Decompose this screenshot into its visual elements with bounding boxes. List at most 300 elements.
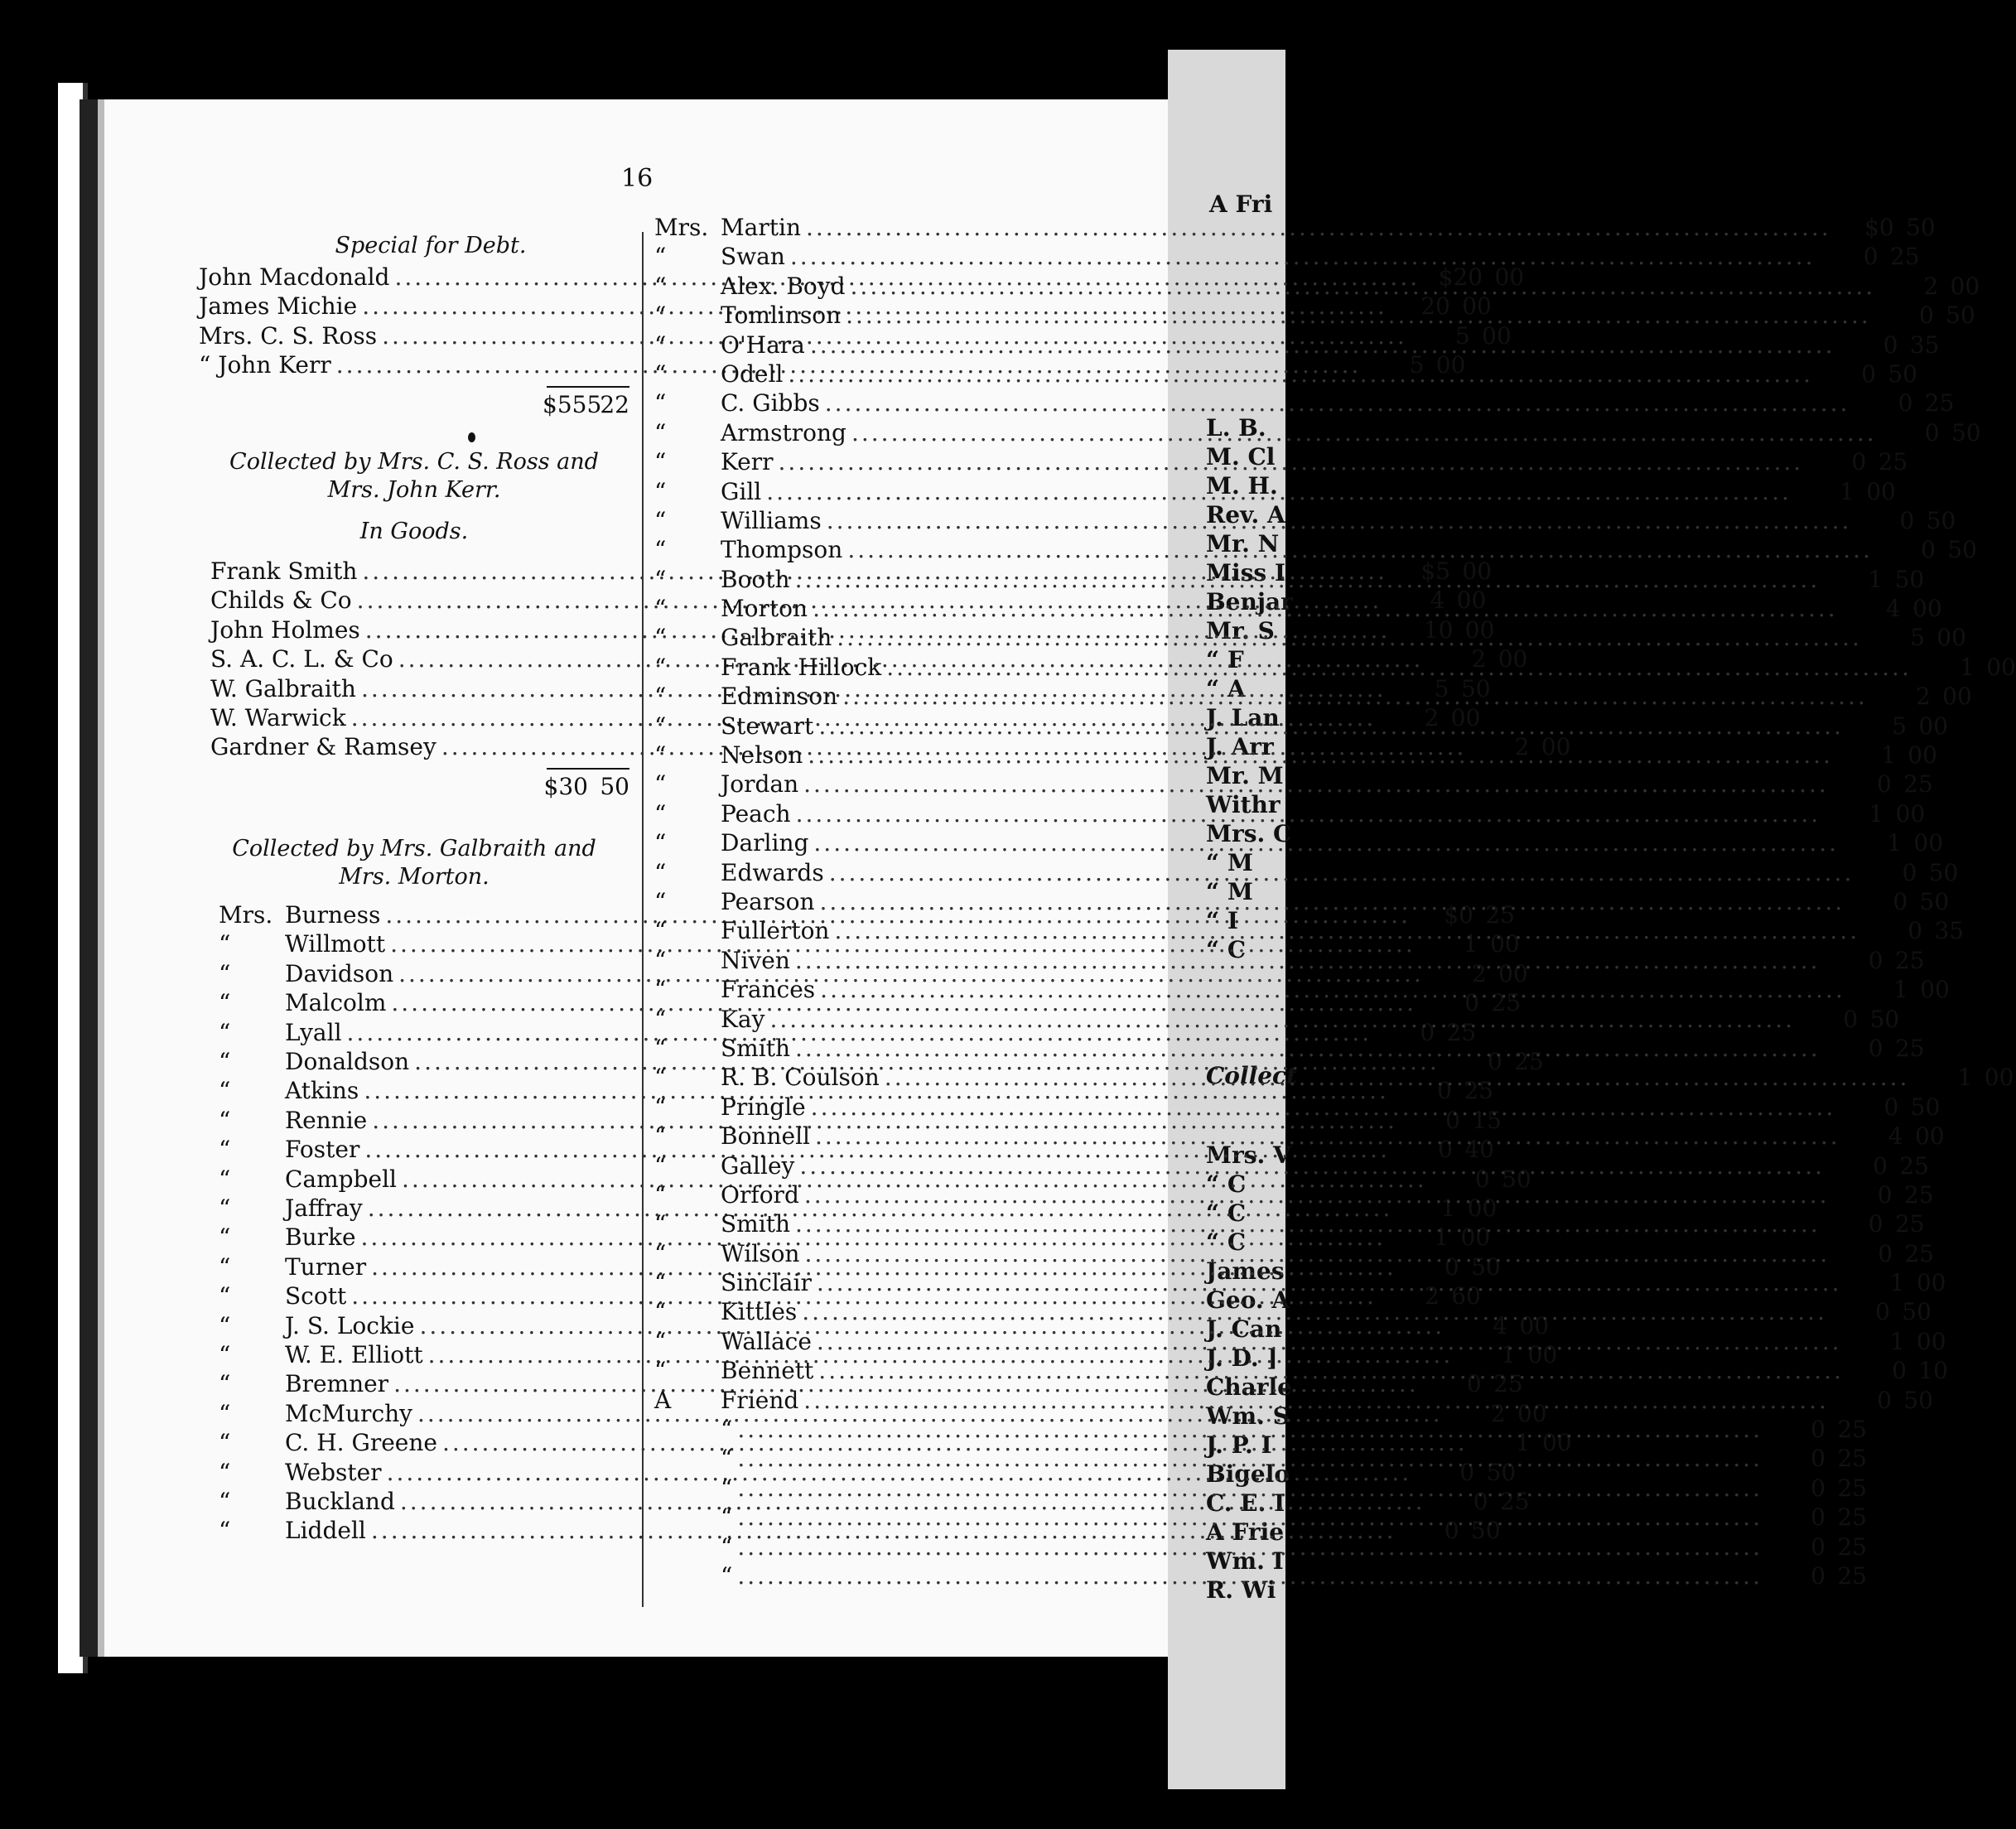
- entry-name: Thompson: [721, 536, 843, 564]
- list-item: [654, 389, 1955, 418]
- next-page-line: J. Can: [1206, 1315, 1282, 1343]
- entry-prefix: “: [654, 770, 667, 799]
- entry-amount: [1840, 1093, 1940, 1121]
- entry-name: Jaffray: [285, 1194, 363, 1222]
- list-item: [654, 272, 1980, 302]
- entry-amount: [1768, 1533, 1867, 1561]
- entry-name: “: [721, 1532, 733, 1561]
- entry-cents: 25: [1837, 1561, 1867, 1590]
- next-page-line: James: [1206, 1257, 1285, 1285]
- entry-cents: 00: [1942, 683, 1972, 711]
- next-page-line: Wm. S: [1206, 1402, 1290, 1430]
- entry-amount: [1882, 419, 1981, 446]
- entry-dollars: 1: [1881, 741, 1896, 770]
- entry-cents: 00: [1914, 1122, 1945, 1151]
- entry-cents: 00: [1918, 712, 1948, 740]
- entry-prefix: “: [654, 946, 667, 974]
- list-item: [654, 1122, 1945, 1151]
- entry-dollars: 0: [1464, 989, 1480, 1017]
- list-item: [654, 858, 1959, 888]
- entry-dollars: 2: [1425, 1282, 1440, 1310]
- entry-cents: 00: [1435, 351, 1466, 379]
- entry-prefix: “: [219, 1487, 231, 1515]
- entry-cents: 00: [1460, 1223, 1491, 1252]
- next-page-line: “ M: [1206, 849, 1253, 876]
- next-page-line: Mr. N: [1206, 530, 1280, 557]
- entry-amount: [1768, 1562, 1867, 1590]
- entry-cents: 25: [1499, 1487, 1530, 1515]
- entry-name: Wallace: [721, 1327, 812, 1355]
- next-page-line: “ A: [1206, 675, 1246, 702]
- entry-cents: 00: [1456, 586, 1487, 615]
- entry-prefix: Mrs.: [219, 901, 273, 929]
- entry-prefix: “: [654, 741, 667, 770]
- entry-amount: [1834, 770, 1933, 798]
- entry-dollars: 5: [1892, 712, 1907, 740]
- dot-leader: [842, 683, 1868, 710]
- entry-name: C. Gibbs: [721, 389, 820, 417]
- dot-leader: [829, 859, 1854, 886]
- dot-leader: [737, 1445, 1763, 1472]
- entry-dollars: 20: [1420, 292, 1450, 321]
- entry-dollars: 0: [1877, 1180, 1893, 1209]
- entry-prefix: “: [654, 799, 667, 828]
- entry-name: Gill: [721, 477, 762, 505]
- entry-prefix: “: [654, 1357, 667, 1385]
- next-page-top-label: A Fri: [1209, 191, 1273, 218]
- entry-cents: 50: [1486, 1458, 1517, 1486]
- entry-amount: [1914, 1064, 2014, 1091]
- entry-amount: [1878, 536, 1977, 563]
- entry-cents: 40: [1464, 1136, 1494, 1164]
- entry-dollars: 0: [1811, 1503, 1825, 1532]
- entry-name: Buckland: [285, 1487, 395, 1515]
- next-page-line: J. D. ]: [1206, 1344, 1278, 1372]
- entry-cents: 00: [1936, 624, 1966, 652]
- entry-name: Stewart: [721, 712, 814, 740]
- entry-cents: 10: [1918, 1357, 1948, 1385]
- entry-cents: 00: [1920, 976, 1950, 1004]
- entry-prefix: “: [654, 506, 667, 534]
- entry-amount: [1849, 1357, 1948, 1384]
- entry-prefix: “: [654, 272, 667, 300]
- entry-cents: 25: [1894, 1210, 1925, 1238]
- entry-cents: 60: [1451, 1282, 1481, 1310]
- entry-dollars: 0: [1921, 536, 1936, 564]
- entry-amount: [1838, 741, 1937, 769]
- entry-cents: 00: [1494, 263, 1525, 291]
- entry-cents: 00: [1519, 1311, 1550, 1339]
- entry-amount: [1856, 507, 1956, 534]
- entry-cents: 50: [1906, 214, 1936, 241]
- dot-leader: [737, 1503, 1763, 1531]
- entry-name: Gardner & Ramsey: [210, 733, 436, 761]
- entry-name: Peach: [721, 799, 791, 828]
- entry-amount: [1825, 1035, 1925, 1062]
- entry-amount: [1847, 1328, 1946, 1355]
- entry-dollars: 1: [1515, 1429, 1531, 1457]
- entry-name: Childs & Co: [210, 586, 352, 615]
- entry-prefix: “: [654, 858, 667, 886]
- entry-name: Darling: [721, 829, 809, 857]
- entry-cents: 00: [1912, 595, 1942, 623]
- entry-amount: [1768, 1474, 1867, 1502]
- dot-leader: [737, 1562, 1763, 1590]
- entry-name: Mrs. C. S. Ross: [199, 321, 378, 350]
- next-page-line: Charle: [1206, 1373, 1292, 1401]
- dot-leader: [795, 566, 1821, 593]
- dot-leader: [790, 243, 1816, 270]
- entry-name: Swan: [721, 243, 785, 271]
- dot-leader: [779, 448, 1804, 475]
- entry-prefix: “: [654, 1298, 667, 1326]
- entry-dollars: 1: [1440, 1194, 1456, 1222]
- entry-dollars: $5: [1420, 557, 1451, 585]
- entry-cents: 25: [1904, 1239, 1935, 1267]
- entry-dollars: 1: [1889, 1269, 1905, 1297]
- entry-dollars: 2: [1490, 1399, 1506, 1427]
- dot-leader: [837, 624, 1862, 651]
- next-page-line: Mr. M: [1206, 762, 1284, 789]
- entry-prefix: “: [654, 1122, 667, 1151]
- dot-leader: [766, 478, 1792, 505]
- entry-amount: [1808, 448, 1907, 475]
- entry-dollars: 0: [1811, 1532, 1825, 1561]
- entry-dollars: 2: [1923, 272, 1939, 300]
- entry-cents: 25: [1924, 389, 1955, 417]
- entry-dollars: 2: [1471, 645, 1487, 673]
- entry-dollars: 0: [1902, 858, 1917, 886]
- entry-name: Lyall: [285, 1018, 342, 1046]
- entry-amount: [1825, 800, 1925, 828]
- entry-name: “: [721, 1416, 733, 1444]
- entry-amount: [1859, 859, 1958, 886]
- next-page-line: “ C: [1206, 1170, 1247, 1198]
- entry-name: Bremner: [285, 1370, 389, 1398]
- entry-name: Bonnell: [721, 1122, 810, 1151]
- dot-leader: [788, 360, 1813, 388]
- next-page-line: R. Wi: [1206, 1576, 1276, 1604]
- entry-dollars: 0: [1899, 506, 1915, 534]
- entry-cents: 50: [1888, 360, 1917, 388]
- next-page-line: J. Arr: [1206, 733, 1274, 760]
- dot-leader: [817, 1328, 1842, 1355]
- entry-name: Jordan: [721, 770, 799, 799]
- entry-amount: [1768, 1503, 1867, 1531]
- next-page-line: C. E. I: [1206, 1489, 1285, 1517]
- entry-prefix: “: [219, 1458, 231, 1486]
- entry-prefix: “: [219, 1252, 231, 1281]
- entry-prefix: “: [219, 1136, 231, 1164]
- entry-name: Booth: [721, 565, 790, 593]
- dot-leader: [846, 302, 1871, 329]
- entry-cents: 00: [1450, 703, 1481, 731]
- entry-cents: 50: [1471, 1252, 1501, 1281]
- entry-dollars: 0: [1861, 360, 1876, 388]
- dot-leader: [811, 1093, 1836, 1121]
- entry-cents: 00: [1986, 653, 2016, 681]
- entry-name: Tomlinson: [721, 302, 842, 330]
- entry-name: O'Hara: [721, 331, 805, 359]
- next-page-line: “ I: [1206, 907, 1238, 934]
- entry-dollars: 1: [1887, 829, 1903, 857]
- next-page-line: Wm. I: [1206, 1547, 1284, 1575]
- entry-prefix: “: [654, 536, 667, 564]
- entry-prefix: “: [219, 1018, 231, 1046]
- dot-leader: [827, 507, 1852, 534]
- entry-dollars: 1: [1893, 976, 1908, 1004]
- entry-cents: 00: [1464, 615, 1495, 644]
- entry-amount: [1836, 214, 1936, 241]
- entry-prefix: “: [654, 448, 667, 476]
- entry-prefix: “: [654, 418, 667, 446]
- entry-dollars: 0: [1873, 1151, 1888, 1180]
- entry-name: J. S. Lockie: [285, 1311, 415, 1339]
- entry-amount: [1864, 917, 1964, 944]
- entry-name: Martin: [721, 214, 801, 241]
- entry-prefix: “: [654, 1327, 667, 1355]
- entry-amount: [1845, 1122, 1945, 1150]
- entry-prefix: “: [654, 360, 667, 388]
- entry-cents: 00: [1866, 477, 1896, 505]
- entry-dollars: 1: [1434, 1223, 1449, 1252]
- entry-name: Wilson: [721, 1239, 800, 1267]
- entry-cents: 25: [1493, 1370, 1523, 1398]
- entry-prefix: “: [654, 683, 667, 711]
- entry-name: Scott: [285, 1282, 347, 1310]
- entry-prefix: “: [654, 1269, 667, 1297]
- next-page-line: “ C: [1206, 1199, 1247, 1227]
- entry-cents: 50: [1903, 1386, 1933, 1414]
- next-page-line: “ M: [1206, 878, 1253, 905]
- entry-prefix: “: [219, 1370, 231, 1398]
- next-page-line: Bigelo: [1206, 1460, 1290, 1488]
- entry-amount: [1867, 624, 1966, 651]
- entry-amount: [1768, 1416, 1867, 1443]
- entry-amount: [1876, 302, 1975, 329]
- entry-dollars: 0: [1893, 887, 1908, 915]
- entry-amount: [1840, 331, 1939, 359]
- entry-dollars: 5: [1434, 674, 1449, 702]
- dot-leader: [851, 273, 1876, 300]
- entry-amount: [1846, 1269, 1946, 1296]
- entry-amount: [1844, 829, 1943, 857]
- next-page-line: Mrs. C: [1206, 820, 1292, 847]
- entry-dollars: 0: [1473, 1487, 1488, 1515]
- entry-cents: 25: [1514, 1048, 1544, 1076]
- dot-leader: [795, 1210, 1821, 1238]
- entry-name: Pringle: [721, 1093, 806, 1121]
- entry-amount: [1825, 1210, 1925, 1238]
- entry-cents: 00: [1467, 1194, 1498, 1222]
- entry-name: Williams: [721, 506, 822, 534]
- entry-prefix: “: [219, 1106, 231, 1134]
- entry-dollars: $20: [1438, 263, 1483, 291]
- dot-leader: [795, 947, 1821, 974]
- ross-kerr-heading-line2: Mrs. John Kerr.: [327, 476, 501, 503]
- entry-dollars: 0: [1876, 770, 1892, 799]
- entry-dollars: $0: [1444, 901, 1473, 929]
- entry-prefix: “: [654, 829, 667, 857]
- entry-prefix: A: [654, 1386, 672, 1414]
- debt-total-row: [199, 391, 629, 420]
- entry-cents: 00: [1907, 741, 1937, 770]
- ross-total-rule: [547, 768, 629, 770]
- entry-prefix: “: [219, 1429, 231, 1457]
- entry-dollars: $0: [1864, 214, 1894, 241]
- entry-amount: [1825, 566, 1924, 593]
- next-page-line: Benjar: [1206, 588, 1293, 615]
- entry-name: Kittles: [721, 1298, 798, 1326]
- entry-dollars: 0: [1868, 946, 1883, 974]
- entry-prefix: “: [654, 595, 667, 623]
- next-page-line: M. Cl: [1206, 443, 1276, 471]
- entry-amount: [1849, 712, 1948, 740]
- entry-prefix: “: [654, 653, 667, 681]
- entry-dollars: 2: [1514, 733, 1530, 761]
- entry-name: Malcolm: [285, 989, 387, 1017]
- entry-dollars: 0: [1811, 1416, 1825, 1444]
- entry-cents: 00: [1541, 733, 1571, 761]
- entry-cents: 25: [1903, 1180, 1934, 1209]
- entry-cents: 00: [1462, 557, 1493, 585]
- galbraith-morton-heading-line1: Collected by Mrs. Galbraith and: [232, 836, 596, 862]
- entry-cents: 25: [1889, 243, 1920, 271]
- entry-dollars: 0: [1811, 1445, 1825, 1473]
- dot-leader: [769, 1006, 1795, 1033]
- entry-prefix: “: [654, 1064, 667, 1092]
- entry-name: “: [721, 1561, 733, 1590]
- dot-leader: [813, 595, 1838, 622]
- entry-name: Donaldson: [285, 1048, 410, 1076]
- next-page-line: “ F: [1206, 646, 1244, 673]
- entry-dollars: 1: [1463, 930, 1478, 958]
- entry-cents: 25: [1446, 1018, 1477, 1046]
- entry-cents: 50: [1894, 565, 1925, 593]
- entry-cents: 25: [1837, 1445, 1867, 1473]
- entry-dollars: 1: [1957, 1064, 1973, 1092]
- entry-prefix: “: [219, 1223, 231, 1252]
- entry-prefix: “: [219, 1077, 231, 1105]
- entry-name: Webster: [285, 1458, 382, 1486]
- entry-dollars: 1: [1868, 565, 1883, 593]
- entry-name: “: [721, 1474, 733, 1502]
- list-item: [654, 1034, 1925, 1064]
- dot-leader: [799, 1152, 1825, 1180]
- entry-cents: 50: [1470, 1517, 1501, 1545]
- next-page-line: Mrs. V: [1206, 1141, 1291, 1169]
- entry-amount: [1835, 1181, 1934, 1209]
- entry-dollars: 0: [1924, 418, 1940, 446]
- entry-name: Kay: [721, 1005, 765, 1033]
- entry-cents: 25: [1899, 1151, 1929, 1180]
- entry-cents: 50: [1919, 887, 1950, 915]
- entry-name: Campbell: [285, 1165, 397, 1193]
- entry-cents: 00: [1895, 799, 1926, 828]
- entry-dollars: 2: [1424, 703, 1440, 731]
- ross-kerr-subheading: In Goods.: [359, 518, 469, 544]
- entry-dollars: 0: [1444, 1252, 1459, 1281]
- dot-leader: [737, 1533, 1763, 1561]
- list-item: [654, 214, 1936, 243]
- entry-dollars: 1: [1889, 1327, 1905, 1355]
- entry-prefix: “: [654, 243, 667, 271]
- entry-name: Fullerton: [721, 917, 830, 945]
- entry-dollars: 0: [1868, 1034, 1883, 1062]
- dot-leader: [825, 389, 1850, 417]
- debt-total-rule: [547, 386, 629, 388]
- entry-name: Armstrong: [721, 418, 846, 446]
- entry-name: W. Warwick: [210, 703, 346, 731]
- entry-dollars: 4: [1888, 1122, 1903, 1151]
- dot-leader: [817, 1269, 1842, 1296]
- entry-name: Bennett: [721, 1357, 814, 1385]
- dot-leader: [885, 1064, 1910, 1091]
- entry-amount: [1850, 976, 1950, 1003]
- entry-dollars: 0: [1445, 1106, 1460, 1134]
- entry-prefix: “: [654, 1180, 667, 1209]
- entry-dollars: 0: [1811, 1474, 1825, 1502]
- entry-cents: 00: [1913, 829, 1944, 857]
- entry-dollars: 0: [1883, 331, 1898, 359]
- entry-prefix: “: [219, 989, 231, 1017]
- next-page-line: Mr. S: [1206, 617, 1275, 644]
- entry-dollars: 0: [1883, 1093, 1899, 1121]
- dot-leader: [886, 654, 1912, 681]
- entry-dollars: 0: [1898, 389, 1913, 417]
- ross-total-row: [199, 773, 629, 802]
- entry-cents: 50: [1502, 1165, 1531, 1193]
- entry-amount: [1768, 1445, 1867, 1472]
- entry-name: Atkins: [285, 1077, 359, 1105]
- entry-cents: 25: [1837, 1416, 1867, 1444]
- entry-dollars: 5: [1409, 351, 1425, 379]
- entry-prefix: “: [654, 712, 667, 740]
- entry-prefix: “: [654, 389, 667, 417]
- dot-leader: [813, 829, 1839, 857]
- entry-cents: 00: [1490, 930, 1520, 958]
- entry-amount: [1854, 389, 1954, 417]
- entry-prefix: “: [654, 302, 667, 330]
- dot-leader: [847, 536, 1873, 563]
- entry-cents: 50: [1926, 506, 1956, 534]
- entry-prefix: “: [219, 1194, 231, 1222]
- entry-name: Pearson: [721, 887, 815, 915]
- debt-heading: Special for Debt.: [335, 233, 527, 258]
- entry-name: Frances: [721, 976, 816, 1004]
- next-page-line: A Frie: [1206, 1518, 1285, 1546]
- entry-name: Orford: [721, 1180, 799, 1209]
- entry-dollars: 0: [1875, 1298, 1890, 1326]
- entry-dollars: 1: [1869, 799, 1884, 828]
- entry-cents: 50: [1869, 1005, 1900, 1033]
- entry-dollars: 2: [1471, 959, 1487, 987]
- entry-name: Turner: [285, 1252, 367, 1281]
- entry-name: Smith: [721, 1210, 790, 1238]
- entry-cents: 35: [1909, 331, 1940, 359]
- entry-dollars: 2: [1915, 683, 1931, 711]
- entry-name: R. B. Coulson: [721, 1064, 880, 1092]
- entry-dollars: 4: [1885, 595, 1901, 623]
- entry-amount: [1830, 1152, 1929, 1180]
- entry-name: Davidson: [285, 959, 394, 987]
- dot-leader: [820, 976, 1845, 1003]
- entry-dollars: 0: [1907, 917, 1923, 945]
- entry-name: C. H. Greene: [285, 1429, 437, 1457]
- entry-prefix: “: [219, 959, 231, 987]
- entry-prefix: “: [654, 1239, 667, 1267]
- entry-name: Niven: [721, 946, 790, 974]
